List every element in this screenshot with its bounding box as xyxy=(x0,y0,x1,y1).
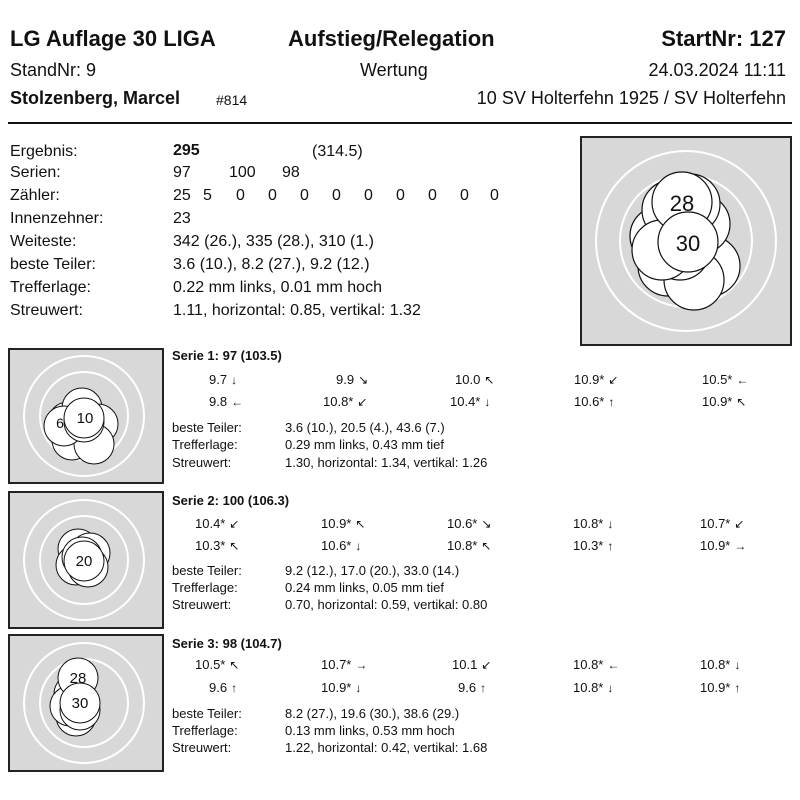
label-trefferlage: Trefferlage: xyxy=(172,723,238,738)
ergebnis-value: 295 xyxy=(173,142,200,159)
shot-value: 9.9 ↘ xyxy=(336,372,369,387)
serie-2-title: Serie 2: 100 (106.3) xyxy=(172,493,290,508)
innenzehner-value: 23 xyxy=(173,210,191,227)
zaehler-value: 25 xyxy=(173,187,191,204)
summary-target xyxy=(580,136,792,346)
label-beste-teiler: beste Teiler: xyxy=(172,563,242,578)
target-label: 30 xyxy=(71,695,89,712)
label-trefferlage: Trefferlage: xyxy=(172,580,238,595)
shot-value: 10.9* ↖ xyxy=(702,394,747,409)
label-weiteste: Weiteste: xyxy=(10,233,77,250)
shot-value: 10.8* ↖ xyxy=(447,538,492,553)
label-streuwert: Streuwert: xyxy=(172,597,232,612)
serie-3-trefferlage: 0.13 mm links, 0.53 mm hoch xyxy=(285,723,455,738)
shot-value: 10.8* ↙ xyxy=(323,394,368,409)
header-divider xyxy=(8,122,792,124)
zaehler-value: 0 xyxy=(490,187,499,204)
zaehler-value: 0 xyxy=(428,187,437,204)
zaehler-value: 0 xyxy=(236,187,245,204)
shot-value: 10.5* ↖ xyxy=(195,657,240,672)
serie-3-streuwert: 1.22, horizontal: 0.42, vertikal: 1.68 xyxy=(285,740,488,755)
target-label: 10 xyxy=(76,410,94,427)
shot-value: 10.9* ↖ xyxy=(321,516,366,531)
label-streuwert: Streuwert: xyxy=(172,455,232,470)
shot-value: 10.9* ↙ xyxy=(574,372,619,387)
zaehler-value: 0 xyxy=(332,187,341,204)
shot-value: 10.6* ↓ xyxy=(321,538,362,553)
beste-teiler-value: 3.6 (10.), 8.2 (27.), 9.2 (12.) xyxy=(173,256,370,273)
streuwert-value: 1.11, horizontal: 0.85, vertikal: 1.32 xyxy=(173,302,421,319)
serie-3-target xyxy=(8,634,164,772)
ergebnis-decimal: (314.5) xyxy=(312,143,363,160)
label-beste-teiler: beste Teiler: xyxy=(172,420,242,435)
label-beste-teiler: beste Teiler: xyxy=(10,256,96,273)
round-title: Aufstieg/Relegation xyxy=(288,26,495,51)
serie-value: 100 xyxy=(229,164,256,181)
shooter-id: #814 xyxy=(216,92,248,108)
shot-value: 10.3* ↑ xyxy=(573,538,614,553)
serie-value: 97 xyxy=(173,164,191,181)
start-number: StartNr: 127 xyxy=(661,26,786,51)
label-trefferlage: Trefferlage: xyxy=(172,437,238,452)
label-beste-teiler: beste Teiler: xyxy=(172,706,242,721)
weiteste-value: 342 (26.), 335 (28.), 310 (1.) xyxy=(173,233,374,250)
serie-3-title: Serie 3: 98 (104.7) xyxy=(172,636,282,651)
serie-2-trefferlage: 0.24 mm links, 0.05 mm tief xyxy=(285,580,444,595)
shot-value: 10.8* ↓ xyxy=(700,657,741,672)
zaehler-value: 0 xyxy=(300,187,309,204)
shot-value: 10.8* ↓ xyxy=(573,516,614,531)
label-ergebnis: Ergebnis: xyxy=(10,143,78,160)
shot-value: 10.6* ↘ xyxy=(447,516,492,531)
shot-value: 10.3* ↖ xyxy=(195,538,240,553)
shot-value: 10.8* ← xyxy=(573,657,620,672)
target-label: 28 xyxy=(669,191,695,216)
serie-1-trefferlage: 0.29 mm links, 0.43 mm tief xyxy=(285,437,444,452)
shot-value: 10.4* ↙ xyxy=(195,516,240,531)
trefferlage-value: 0.22 mm links, 0.01 mm hoch xyxy=(173,279,382,296)
shooter-name: Stolzenberg, Marcel xyxy=(10,88,181,108)
label-trefferlage: Trefferlage: xyxy=(10,279,91,296)
shot-value: 9.6 ↑ xyxy=(458,680,487,695)
label-serien: Serien: xyxy=(10,164,61,181)
target-label: 30 xyxy=(675,231,701,256)
serie-value: 98 xyxy=(282,164,300,181)
serie-3-beste-teiler: 8.2 (27.), 19.6 (30.), 38.6 (29.) xyxy=(285,706,460,721)
label-zaehler: Zähler: xyxy=(10,187,60,204)
shot-value: 10.8* ↓ xyxy=(573,680,614,695)
shot-value: 9.7 ↓ xyxy=(209,372,238,387)
serie-1-beste-teiler: 3.6 (10.), 20.5 (4.), 43.6 (7.) xyxy=(285,420,445,435)
serie-2-target xyxy=(8,491,164,629)
zaehler-value: 0 xyxy=(396,187,405,204)
shot-value: 10.7* ↙ xyxy=(700,516,745,531)
shot-value: 10.7* → xyxy=(321,657,368,672)
shot-value: 9.8 ← xyxy=(209,394,244,409)
shot-value: 10.0 ↖ xyxy=(455,372,495,387)
club-name: 10 SV Holterfehn 1925 / SV Holterfehn xyxy=(476,88,786,108)
serie-2-beste-teiler: 9.2 (12.), 17.0 (20.), 33.0 (14.) xyxy=(285,563,460,578)
wertung-label: Wertung xyxy=(360,60,428,80)
zaehler-value: 0 xyxy=(364,187,373,204)
datetime: 24.03.2024 11:11 xyxy=(648,60,786,80)
stand-number: StandNr: 9 xyxy=(10,60,97,80)
serie-1-title: Serie 1: 97 (103.5) xyxy=(172,348,282,363)
shot-value: 10.9* ↓ xyxy=(321,680,362,695)
target-label: 6 xyxy=(56,415,64,431)
shot-value: 10.9* ↑ xyxy=(700,680,741,695)
serie-1-target xyxy=(8,348,164,484)
shot-value: 10.9* → xyxy=(700,538,747,553)
label-streuwert: Streuwert: xyxy=(172,740,232,755)
label-streuwert: Streuwert: xyxy=(10,302,83,319)
shot-value: 9.6 ↑ xyxy=(209,680,238,695)
shot-value: 10.5* ← xyxy=(702,372,749,387)
serie-2-streuwert: 0.70, horizontal: 0.59, vertikal: 0.80 xyxy=(285,597,488,612)
zaehler-value: 0 xyxy=(460,187,469,204)
zaehler-value: 5 xyxy=(203,187,212,204)
shot-value: 10.4* ↓ xyxy=(450,394,491,409)
shot-value: 10.1 ↙ xyxy=(452,657,492,672)
serie-1-streuwert: 1.30, horizontal: 1.34, vertikal: 1.26 xyxy=(285,455,488,470)
zaehler-value: 0 xyxy=(268,187,277,204)
competition-title: LG Auflage 30 LIGA xyxy=(10,26,216,51)
target-label: 28 xyxy=(69,670,87,687)
target-label: 20 xyxy=(75,553,93,570)
shot-value: 10.6* ↑ xyxy=(574,394,615,409)
label-innenzehner: Innenzehner: xyxy=(10,210,104,227)
